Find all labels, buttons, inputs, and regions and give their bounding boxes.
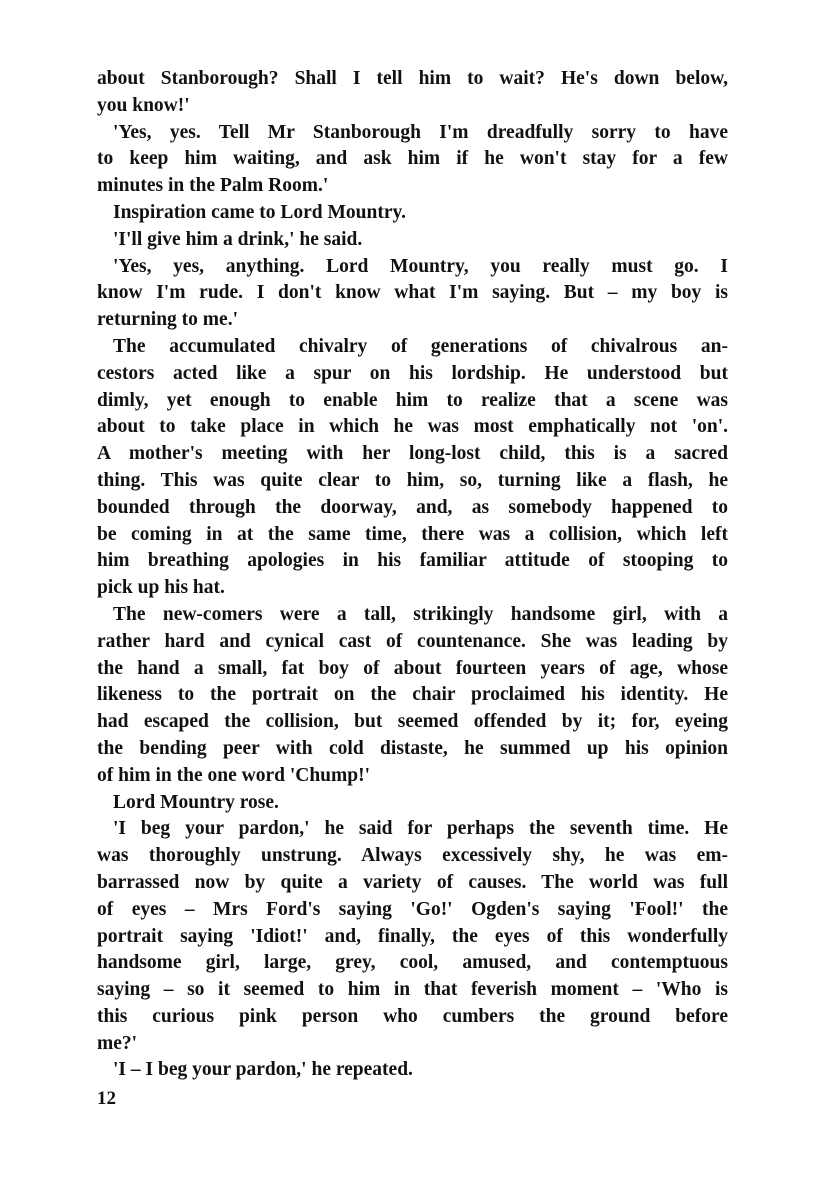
text-line: rather hard and cynical cast of countenance. She was leading by [97,630,728,652]
text-line: was thoroughly unstrung. Always excessively shy, he was em- [97,845,728,867]
text-line: know I'm rude. I don't know what I'm saying. But – my boy is [97,282,728,304]
text-line: about Stanborough? Shall I tell him to wait? He's down below, [97,68,728,89]
text-line: me?' [97,1032,138,1054]
text-line: cestors acted like a spur on his lordship. He understood but [97,362,728,384]
text-line: Inspiration came to Lord Mountry. [113,201,407,223]
text-line: Lord Mountry rose. [113,791,279,813]
text-line: to keep him waiting, and ask him if he won't stay for a few [97,148,728,170]
text-line: 'Yes, yes. Tell Mr Stanborough I'm dreadfully sorry to have [113,121,728,143]
text-line: bounded through the doorway, and, as somebody happened to [97,496,728,518]
text-line: pick up his hat. [97,577,225,599]
text-line: 'I'll give him a drink,' he said. [113,228,363,250]
text-line: be coming in at the same time, there was a collision, which left [97,523,728,545]
text-line: 'Yes, yes, anything. Lord Mountry, you really must go. I [113,255,728,277]
text-line: likeness to the portrait on the chair proclaimed his identity. He [97,684,728,706]
text-line: handsome girl, large, grey, cool, amused, and contemptuous [97,952,728,974]
text-line: of him in the one word 'Chump!' [97,764,371,786]
text-line: A mother's meeting with her long-lost child, this is a sacred [97,443,728,465]
text-line: 'I beg your pardon,' he said for perhaps the seventh time. He [113,818,728,840]
text-line: him breathing apologies in his familiar attitude of stooping to [97,550,728,572]
text-line: returning to me.' [97,309,238,331]
text-line: thing. This was quite clear to him, so, turning like a flash, he [97,469,728,491]
text-line: the hand a small, fat boy of about fourteen years of age, whose [97,657,728,679]
text-line: The new-comers were a tall, strikingly handsome girl, with a [113,603,728,625]
text-line: had escaped the collision, but seemed offended by it; for, eyeing [97,711,728,733]
text-line: dimly, yet enough to enable him to realize that a scene was [97,389,728,411]
text-line: the bending peer with cold distaste, he summed up his opinion [97,737,728,759]
text-line: minutes in the Palm Room.' [97,175,329,197]
text-line: The accumulated chivalry of generations of chivalrous an- [113,335,728,357]
text-line: you know!' [97,94,190,116]
text-line: 'I – I beg your pardon,' he repeated. [113,1059,413,1081]
text-line: about to take place in which he was most emphatically not 'on'. [97,416,728,438]
book-page-text [97,66,728,1084]
text-line: this curious pink person who cumbers the ground before [97,1005,728,1027]
text-line: barrassed now by quite a variety of causes. The world was full [97,871,728,893]
text-line: portrait saying 'Idiot!' and, finally, the eyes of this wonderfully [97,925,728,947]
text-line: saying – so it seemed to him in that feverish moment – 'Who is [97,979,728,1001]
page-number: 12 [97,1088,116,1109]
text-line: of eyes – Mrs Ford's saying 'Go!' Ogden's saying 'Fool!' the [97,898,728,920]
